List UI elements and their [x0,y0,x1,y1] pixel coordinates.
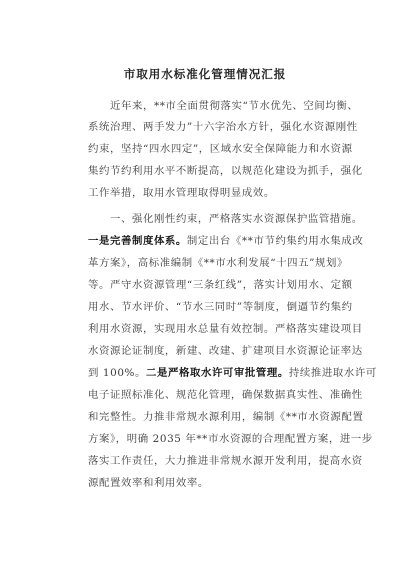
paragraph-line: 约束，坚持“四水四定”，区域水安全保障能力和水资源 [88,143,353,155]
bold-lead-text: 二是严格取水许可审批管理。 [146,367,289,379]
paragraph-line [88,232,363,247]
paragraph-line: 源配置效率和利用效率。 [88,477,209,489]
paragraph-line: 利用水资源，实现用水总量有效控制。严格落实建设项目 [88,323,363,335]
paragraph-line: 和完整性。力推非常规水源利用，编制《**市水资源配置 [88,411,364,423]
page-title: 市取用水标准化管理情况汇报 [123,67,287,81]
paragraph-line: 用水、节水评价、“节水三同时”等制度，倒逼节约集约 [88,301,353,313]
bold-lead-text: 一是完善制度体系。 [88,235,187,247]
paragraph-line: 电子证照标准化、规范化管理，确保数据真实性、准确性 [88,389,363,401]
paragraph-line: 落实工作责任，大力推进非常规水源开发利用，提高水资 [88,455,363,467]
paragraph-line [88,364,377,379]
line-text: 制定出台《**市节约集约用水集成改 [186,235,364,247]
line-text: 持续推进取水许可 [288,367,377,379]
paragraph-line: 方案》，明确 2035 年**市水资源的合理配置方案，进一步 [88,433,373,445]
paragraph-line: 革方案》，高标准编制《**市水利发展“十四五”规划》 [88,257,349,269]
paragraph-line: 系统治理、两手发力”十六字治水方针，强化水资源刚性 [88,121,358,133]
section-heading: 一、强化刚性约束，严格落实水资源保护监管措施。 [110,213,363,225]
paragraph-line: 近年来，**市全面贯彻落实“节水优先、空间均衡、 [110,100,359,112]
paragraph-line: 水资源论证制度，新建、改建、扩建项目水资源论证率达 [88,345,363,357]
paragraph-line: 集约节约利用水平不断提高，以规范化建设为抓手，强化 [88,165,363,177]
line-text: 到 100%。 [88,367,146,379]
paragraph-line: 等。严守水资源管理“三条红线”，落实计划用水、定额 [88,279,353,291]
paragraph-line: 工作举措，取用水管理取得明显成效。 [88,187,275,199]
